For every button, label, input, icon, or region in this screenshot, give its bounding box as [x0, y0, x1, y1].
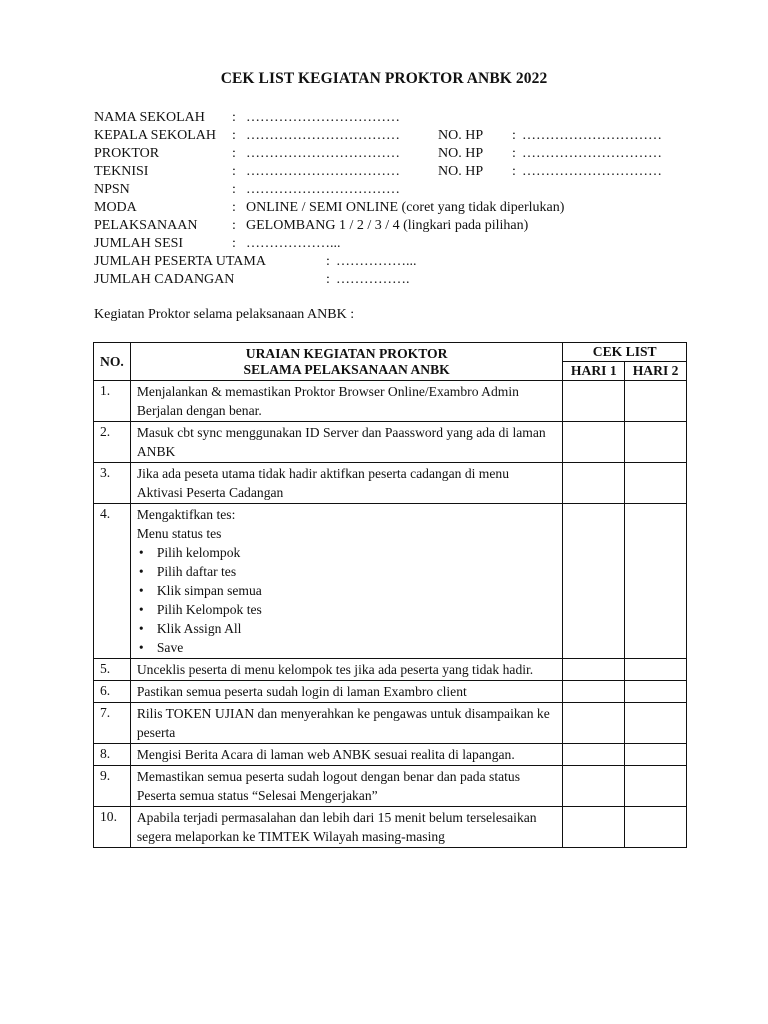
- row-subtext: Menu status tes: [136, 526, 222, 541]
- row-description: [130, 703, 563, 744]
- row-description: [130, 681, 563, 703]
- phone-value: …………………………: [522, 164, 662, 179]
- check-cell-day-2[interactable]: [625, 766, 687, 807]
- row-number: 6.: [94, 681, 131, 703]
- row-description: [130, 659, 563, 681]
- table-row: [94, 463, 687, 504]
- row-description-text: Unceklis peserta di menu kelompok tes jika ada peserta yang tidak hadir.: [136, 662, 534, 677]
- header-description: [130, 343, 563, 381]
- field-label: JUMLAH PESERTA UTAMA: [94, 254, 266, 269]
- field-value: ……………………………: [246, 128, 400, 143]
- field-label: PROKTOR: [94, 146, 160, 161]
- field-label: JUMLAH CADANGAN: [94, 272, 235, 287]
- row-description: [130, 463, 563, 504]
- bullet-icon: •: [138, 545, 144, 560]
- step-item-text: Pilih daftar tes: [156, 564, 237, 579]
- row-description-text: Menjalankan & memastikan Proktor Browser Online/Exambro Admin Berjalan dengan benar.: [136, 384, 519, 418]
- field-label: TEKNISI: [94, 164, 149, 179]
- phone-label: NO. HP: [438, 146, 484, 161]
- check-cell-day-2[interactable]: [625, 681, 687, 703]
- row-description-text: Pastikan semua peserta sudah login di laman Exambro client: [136, 684, 467, 699]
- field-label: JUMLAH SESI: [94, 236, 184, 251]
- row-description-text: Mengisi Berita Acara di laman web ANBK sesuai realita di lapangan.: [136, 747, 515, 762]
- table-row: [94, 744, 687, 766]
- row-description: [130, 766, 563, 807]
- table-row: [94, 422, 687, 463]
- table-row: [94, 681, 687, 703]
- field-value: ……………………………: [246, 164, 400, 179]
- check-cell-day-2[interactable]: [625, 703, 687, 744]
- phone-value: …………………………: [522, 146, 662, 161]
- document-title: CEK LIST KEGIATAN PROKTOR ANBK 2022: [220, 70, 548, 87]
- step-item-text: Save: [156, 640, 184, 655]
- row-description-text: Apabila terjadi permasalahan dan lebih dari 15 menit belum terselesaikan segera melaporkan ke TIMTEK Wilayah masing-masing: [136, 810, 537, 844]
- row-description-text: Masuk cbt sync menggunakan ID Server dan Paassword yang ada di laman ANBK: [136, 425, 546, 459]
- field-colon: :: [232, 128, 236, 143]
- header-day-2: HARI 2: [625, 362, 687, 381]
- step-item: [137, 543, 557, 562]
- row-description-text: Rilis TOKEN UJIAN dan menyerahkan ke pengawas untuk disampaikan ke peserta: [136, 706, 550, 740]
- field-label: NAMA SEKOLAH: [94, 110, 205, 125]
- phone-label: NO. HP: [438, 164, 484, 179]
- row-number: 1.: [94, 381, 131, 422]
- row-description-text: Jika ada peseta utama tidak hadir aktifkan peserta cadangan di menu Aktivasi Peserta Cadangan: [136, 466, 510, 500]
- field-label: PELAKSANAAN: [94, 218, 198, 233]
- field-value: …………….: [336, 272, 410, 287]
- row-description: [130, 504, 563, 659]
- field-value: ONLINE / SEMI ONLINE (coret yang tidak diperlukan): [246, 200, 565, 215]
- table-row: [94, 766, 687, 807]
- bullet-icon: •: [138, 640, 144, 655]
- field-colon: :: [232, 182, 236, 197]
- field-colon: :: [232, 200, 236, 215]
- row-description: [130, 381, 563, 422]
- row-description: [130, 807, 563, 848]
- check-cell-day-1[interactable]: [563, 422, 625, 463]
- check-cell-day-2[interactable]: [625, 744, 687, 766]
- table-row: [94, 504, 687, 659]
- check-cell-day-1[interactable]: [563, 659, 625, 681]
- row-description-text: Mengaktifkan tes:: [136, 507, 236, 522]
- check-cell-day-2[interactable]: [625, 659, 687, 681]
- field-label: KEPALA SEKOLAH: [94, 128, 216, 143]
- table-row: [94, 807, 687, 848]
- table-header-row: [94, 343, 687, 362]
- row-description: [130, 422, 563, 463]
- check-cell-day-1[interactable]: [563, 766, 625, 807]
- table-body: [94, 381, 687, 848]
- header-day-1: HARI 1: [563, 362, 625, 381]
- phone-label: NO. HP: [438, 128, 484, 143]
- field-value: ……………………………: [246, 182, 400, 197]
- check-cell-day-1[interactable]: [563, 703, 625, 744]
- row-number: 9.: [94, 766, 131, 807]
- checklist-table: [93, 342, 687, 848]
- row-number: 5.: [94, 659, 131, 681]
- check-cell-day-2[interactable]: [625, 807, 687, 848]
- field-colon: :: [232, 110, 236, 125]
- header-checklist: CEK LIST: [563, 343, 687, 362]
- row-description-text: Memastikan semua peserta sudah logout dengan benar dan pada status Peserta semua status “Selesai Mengerjakan”: [136, 769, 520, 803]
- field-colon: :: [232, 236, 236, 251]
- bullet-icon: •: [138, 602, 144, 617]
- bullet-icon: •: [138, 583, 144, 598]
- check-cell-day-2[interactable]: [625, 504, 687, 659]
- step-item: [137, 638, 557, 657]
- table-row: [94, 659, 687, 681]
- step-item-text: Pilih Kelompok tes: [156, 602, 262, 617]
- field-colon: :: [326, 272, 330, 287]
- field-value: ……………...: [336, 254, 417, 269]
- field-colon: :: [326, 254, 330, 269]
- field-colon: :: [512, 146, 516, 161]
- row-number: 2.: [94, 422, 131, 463]
- header-description-line: SELAMA PELAKSANAAN ANBK: [243, 361, 450, 377]
- step-item: [137, 562, 557, 581]
- field-colon: :: [512, 164, 516, 179]
- check-cell-day-2[interactable]: [625, 463, 687, 504]
- field-value: GELOMBANG 1 / 2 / 3 / 4 (lingkari pada pilihan): [246, 218, 529, 233]
- bullet-icon: •: [138, 564, 144, 579]
- bullet-icon: •: [138, 621, 144, 636]
- row-number: 3.: [94, 463, 131, 504]
- row-number: 8.: [94, 744, 131, 766]
- field-colon: :: [232, 146, 236, 161]
- check-cell-day-1[interactable]: [563, 463, 625, 504]
- check-cell-day-1[interactable]: [563, 681, 625, 703]
- table-row: [94, 703, 687, 744]
- check-cell-day-1[interactable]: [563, 381, 625, 422]
- step-item-text: Klik simpan semua: [156, 583, 262, 598]
- step-item: [137, 581, 557, 600]
- table-row: [94, 381, 687, 422]
- row-number: 7.: [94, 703, 131, 744]
- check-cell-day-1[interactable]: [563, 504, 625, 659]
- field-colon: :: [232, 218, 236, 233]
- field-colon: :: [512, 128, 516, 143]
- step-item: [137, 619, 557, 638]
- check-cell-day-2[interactable]: [625, 422, 687, 463]
- step-item: [137, 600, 557, 619]
- step-item-text: Klik Assign All: [156, 621, 242, 636]
- phone-value: …………………………: [522, 128, 662, 143]
- row-number: 4.: [94, 504, 131, 659]
- field-value: ………………...: [246, 236, 341, 251]
- field-label: MODA: [94, 200, 137, 215]
- check-cell-day-1[interactable]: [563, 744, 625, 766]
- step-item-text: Pilih kelompok: [156, 545, 241, 560]
- header-description-line: URAIAN KEGIATAN PROKTOR: [245, 345, 448, 361]
- check-cell-day-2[interactable]: [625, 381, 687, 422]
- check-cell-day-1[interactable]: [563, 807, 625, 848]
- field-value: ……………………………: [246, 146, 400, 161]
- field-label: NPSN: [94, 182, 130, 197]
- row-number: 10.: [94, 807, 131, 848]
- step-list: [137, 543, 557, 657]
- field-value: ……………………………: [246, 110, 400, 125]
- field-colon: :: [232, 164, 236, 179]
- intro-text: Kegiatan Proktor selama pelaksanaan ANBK :: [94, 307, 355, 322]
- header-no: NO.: [94, 343, 131, 381]
- row-description: [130, 744, 563, 766]
